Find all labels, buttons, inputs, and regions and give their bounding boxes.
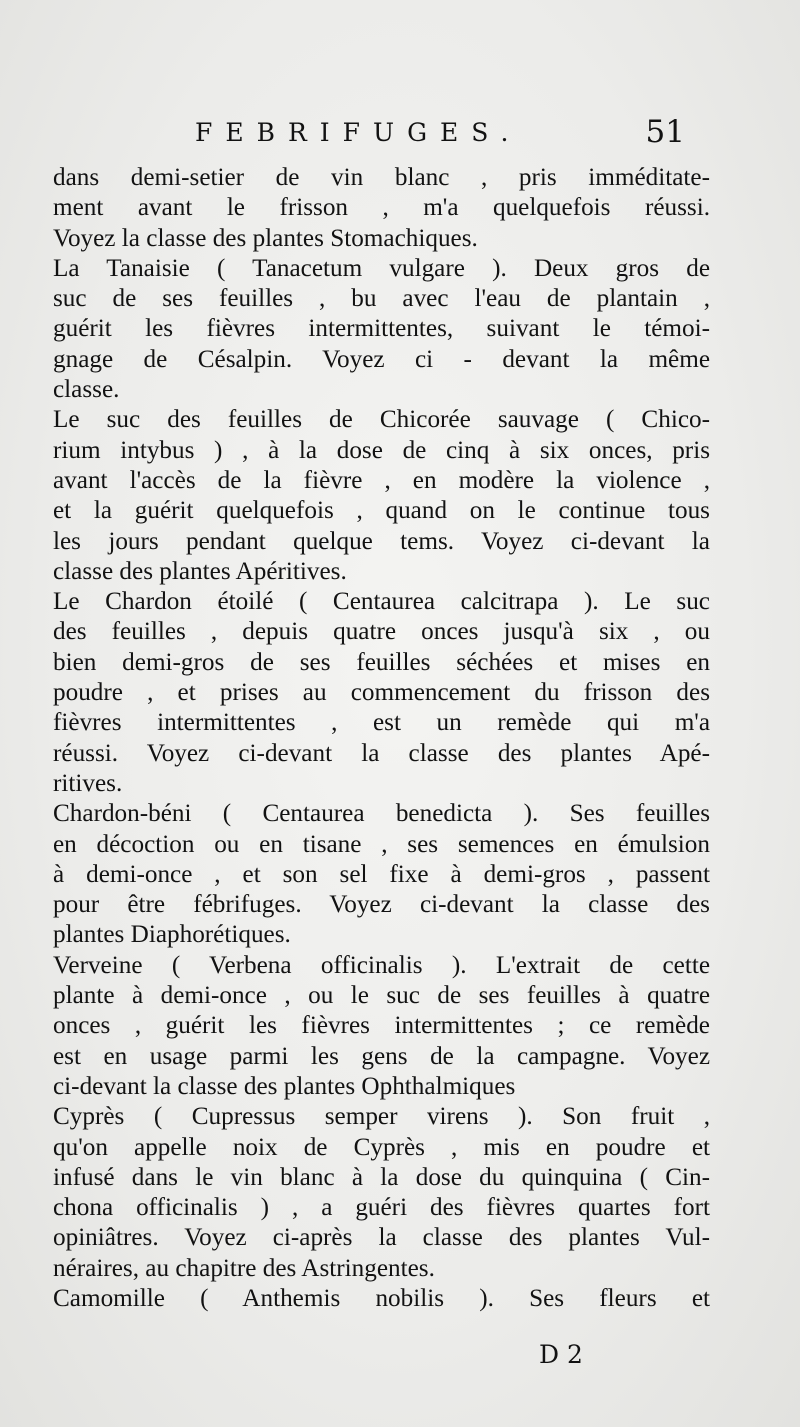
text-line: poudre , et prises au commencement du frisson des [53,679,710,707]
text-line: Verveine ( Verbena officinalis ). L'extrait de cette [53,951,710,979]
text-line: et la guérit quelquefois , quand on le continue tous [53,497,710,525]
text-line: chona officinalis ) , a guéri des fièvres quartes fort [53,1194,710,1222]
text-line: suc de ses feuilles , bu avec l'eau de plantain , [53,285,710,313]
page-number: 51 [645,114,685,150]
text-line: en décoction ou en tisane , ses semences en émulsion [53,830,710,858]
text-line: néraires, au chapitre des Astringentes. [53,1254,435,1282]
text-line: bien demi-gros de ses feuilles séchées et mises en [53,648,710,676]
text-line: Cyprès ( Cupressus semper virens ). Son fruit , [53,1103,710,1131]
text-line: réussi. Voyez ci-devant la classe des plantes Apé- [53,739,710,767]
text-line: Camomille ( Anthemis nobilis ). Ses fleurs et [53,1284,710,1312]
text-line: Le suc des feuilles de Chicorée sauvage ( Chico- [53,406,710,434]
body-text [53,163,710,1314]
text-line: La Tanaisie ( Tanacetum vulgare ). Deux gros de [53,254,710,282]
text-line: plantes Diaphorétiques. [53,921,291,949]
running-title: FEBRIFUGES. [195,118,522,147]
signature-mark: D 2 [539,1340,583,1369]
text-line: est en usage parmi les gens de la campagne. Voyez [53,1042,710,1070]
text-line: pour être fébrifuges. Voyez ci-devant la classe des [53,891,710,919]
text-line: rium intybus ) , à la dose de cinq à six onces, pris [53,436,710,464]
text-line: Chardon-béni ( Centaurea benedicta ). Ses feuilles [53,800,710,828]
text-line: guérit les fièvres intermittentes, suivant le témoi- [53,315,710,343]
text-line: avant l'accès de la fièvre , en modère la violence , [53,466,710,494]
text-line: Voyez la classe des plantes Stomachiques. [53,224,478,252]
text-line: des feuilles , depuis quatre onces jusqu'à six , ou [53,618,710,646]
text-line: les jours pendant quelque tems. Voyez ci-devant la [53,527,710,555]
text-line: classe des plantes Apéritives. [53,557,347,585]
text-line: ment avant le frisson , m'a quelquefois réussi. [53,194,710,222]
text-line: opiniâtres. Voyez ci-après la classe des plantes Vul- [53,1224,710,1252]
text-line: ritives. [53,769,123,797]
text-line: à demi-once , et son sel fixe à demi-gros , passent [53,860,710,888]
text-line: qu'on appelle noix de Cyprès , mis en poudre et [53,1133,710,1161]
text-line: gnage de Césalpin. Voyez ci - devant la même [53,345,710,373]
text-line: dans demi-setier de vin blanc , pris imméditate- [53,164,710,191]
page-header [195,114,685,158]
text-line: Le Chardon étoilé ( Centaurea calcitrapa ). Le suc [53,588,710,616]
text-line: infusé dans le vin blanc à la dose du quinquina ( Cin- [53,1163,710,1191]
text-line: ci-devant la classe des plantes Ophthalmiques [53,1072,516,1100]
text-line: plante à demi-once , ou le suc de ses feuilles à quatre [53,982,710,1010]
text-line: classe. [53,376,120,404]
text-line: fièvres intermittentes , est un remède qui m'a [53,709,710,737]
text-line: onces , guérit les fièvres intermittentes ; ce remède [53,1012,710,1040]
